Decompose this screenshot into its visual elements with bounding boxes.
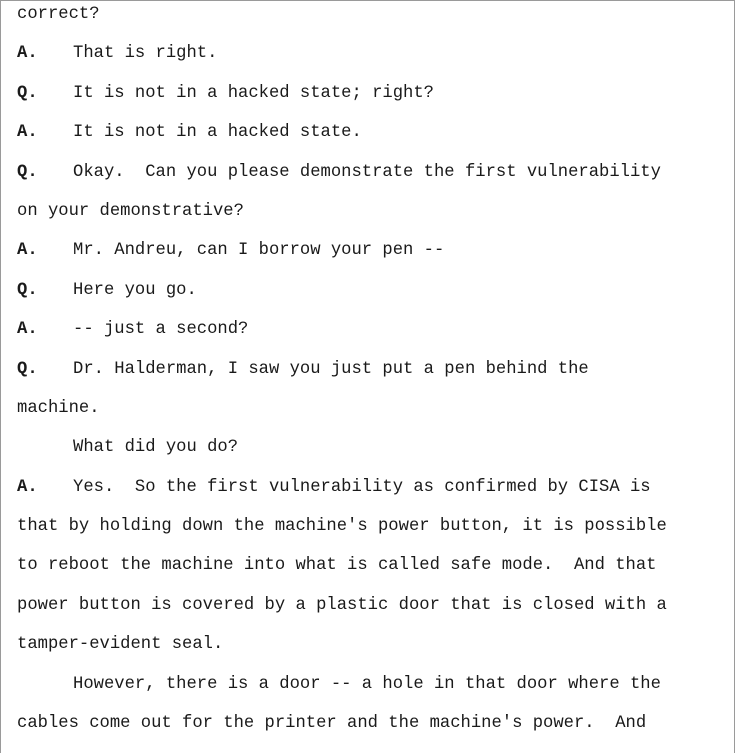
line-text: Mr. Andreu, can I borrow your pen -- [73,241,445,261]
transcript-line [17,271,732,310]
transcript-body [17,0,732,743]
transcript-line [17,0,732,34]
transcript-line [17,350,732,389]
transcript-line [17,310,732,349]
line-text: Okay. Can you please demonstrate the first vulnerability [73,162,661,182]
transcript-line [17,704,732,743]
speaker-label: Q. [17,162,38,182]
line-text: -- just a second? [73,320,249,340]
speaker-label: A. [17,477,38,497]
transcript-line [17,389,732,428]
line-text: cables come out for the printer and the machine's power. And [17,714,647,734]
line-text: correct? [17,5,100,24]
line-text: machine. [17,398,100,418]
line-text: Here you go. [73,280,197,300]
line-text: tamper-evident seal. [17,635,224,655]
transcript-line [17,468,732,507]
speaker-label: A. [17,123,38,143]
transcript-line [17,74,732,113]
transcript-line [17,665,732,704]
line-text: That is right. [73,44,218,64]
transcript-line [17,34,732,73]
speaker-label: Q. [17,359,38,379]
line-text: However, there is a door -- a hole in that door where the [73,674,661,694]
line-text: that by holding down the machine's power button, it is possible [17,517,667,537]
speaker-label: A. [17,241,38,261]
transcript-line [17,153,732,192]
transcript-line [17,507,732,546]
transcript-line [17,586,732,625]
transcript-line [17,113,732,152]
line-text: Yes. So the first vulnerability as confirmed by CISA is [73,477,651,497]
line-text: on your demonstrative? [17,201,244,221]
line-text: What did you do? [73,438,239,458]
transcript-line [17,546,732,585]
line-text: power button is covered by a plastic door that is closed with a [17,595,667,615]
line-text: It is not in a hacked state. [73,123,362,143]
transcript-line [17,625,732,664]
speaker-label: Q. [17,280,38,300]
speaker-label: A. [17,44,38,64]
transcript-line [17,192,732,231]
transcript-line [17,428,732,467]
line-text: It is not in a hacked state; right? [73,83,434,103]
line-text: to reboot the machine into what is called safe mode. And that [17,556,657,576]
transcript-line [17,231,732,270]
speaker-label: Q. [17,83,38,103]
line-text: Dr. Halderman, I saw you just put a pen behind the [73,359,589,379]
speaker-label: A. [17,320,38,340]
